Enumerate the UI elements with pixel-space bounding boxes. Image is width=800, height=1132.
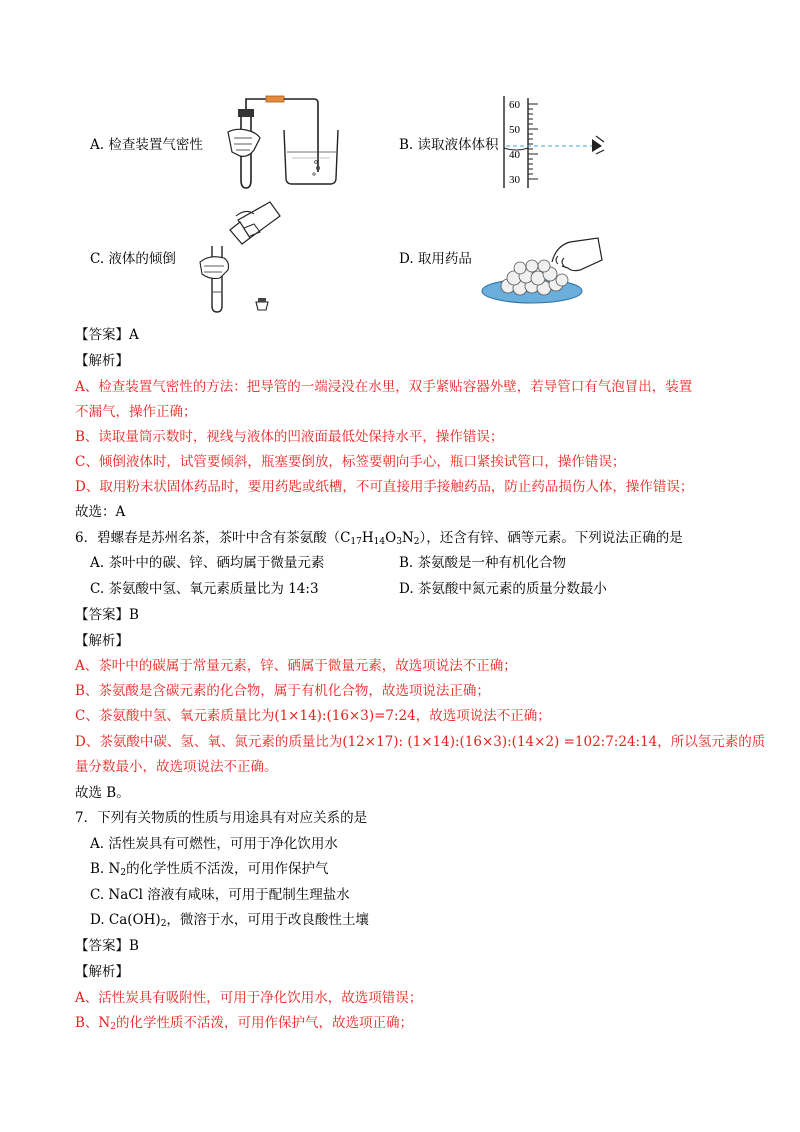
- q6-conclusion: 故选 B。: [75, 785, 130, 801]
- cylinder-tick-40: 40: [509, 149, 520, 161]
- q5-option-a-label: A. 检查装置气密性: [90, 137, 203, 153]
- q6-analysis-line: B、茶氨酸是含碳元素的化合物，属于有机化合物，故选项说法正确；: [75, 683, 490, 699]
- airtightness-check-figure: [222, 92, 340, 192]
- q6-option-b: B. 茶氨酸是一种有机化合物: [399, 555, 567, 571]
- q6-answer: 【答案】B: [75, 607, 139, 623]
- q6-analysis-line: A、茶叶中的碳属于常量元素，锌、硒属于微量元素，故选项说法不正确；: [75, 658, 517, 674]
- q5-option-c-label: C. 液体的倾倒: [90, 251, 176, 267]
- eye-icon: [592, 139, 602, 152]
- q6-analysis-line: C、茶氨酸中氢、氧元素质量比为(1×14):(16×3)=7:24，故选项说法不正确；: [75, 708, 551, 724]
- q7-answer: 【答案】B: [75, 938, 139, 954]
- q7-option-b: B. $N_2$的化学性质不活泼，可用作保护气: [90, 861, 329, 878]
- cylinder-reading-figure: [500, 96, 612, 190]
- q5-conclusion: 故选：A: [75, 504, 126, 520]
- q6-stem: 6．碧螺春是苏州名茶，茶叶中含有茶氨酸$(C_{17}H_{14}O_3N_2)$，还含有锌、硒等元素。下列说法正确的是: [75, 530, 683, 547]
- q7-option-c: C. NaCl 溶液有咸味，可用于配制生理盐水: [90, 887, 350, 903]
- q6-analysis-line: 量分数最小，故选项说法不正确。: [75, 759, 278, 775]
- cylinder-tick-30: 30: [509, 174, 520, 186]
- pouring-liquid-figure: [190, 198, 282, 318]
- q7-analysis-line: B、$N_2$的化学性质不活泼，可用作保护气，故选项正确；: [75, 1015, 413, 1032]
- q5-option-d-label: D. 取用药品: [399, 251, 472, 267]
- cylinder-tick-50: 50: [509, 124, 520, 136]
- q6-option-a: A. 茶叶中的碳、锌、硒均属于微量元素: [90, 555, 325, 571]
- q7-stem: 7．下列有关物质的性质与用途具有对应关系的是: [75, 810, 368, 826]
- q5-analysis-line: D、取用粉末状固体药品时，要用药匙或纸槽，不可直接用手接触药品，防止药品损伤人体，操作错误；: [75, 479, 694, 495]
- taking-reagent-figure: [478, 236, 604, 312]
- q7-analysis-line: A、活性炭具有吸附性，可用于净化饮用水，故选项错误；: [75, 990, 423, 1006]
- q5-option-b-label: B. 读取液体体积: [399, 137, 499, 153]
- q5-analysis-line: A、检查装置气密性的方法：把导管的一端浸没在水里，双手紧贴容器外壁，若导管口有气泡冒出，装置: [75, 379, 693, 395]
- q5-analysis-title: 【解析】: [75, 353, 129, 369]
- q6-analysis-line: D、茶氨酸中碳、氢、氧、氮元素的质量比为(12×17): (1×14):(16×3):(14×2) =102:7:24:14，所以氢元素的质: [75, 734, 766, 750]
- q6-option-d: D. 茶氨酸中氮元素的质量分数最小: [399, 581, 607, 597]
- q6-option-c: C. 茶氨酸中氢、氧元素质量比为 14:3: [90, 581, 319, 597]
- q5-analysis-line: C、倾倒液体时，试管要倾斜，瓶塞要倒放，标签要朝向手心，瓶口紧挨试管口，操作错误；: [75, 454, 626, 470]
- q5-analysis-line: 不漏气，操作正确；: [75, 404, 197, 420]
- q7-analysis-title: 【解析】: [75, 964, 129, 980]
- cylinder-tick-60: 60: [509, 99, 520, 111]
- q7-option-a: A. 活性炭具有可燃性，可用于净化饮用水: [90, 836, 338, 852]
- q6-analysis-title: 【解析】: [75, 633, 129, 649]
- q5-answer: 【答案】A: [75, 327, 139, 343]
- q5-analysis-line: B、读取量筒示数时，视线与液体的凹液面最低处保持水平，操作错误；: [75, 429, 504, 445]
- q7-option-d: D. $Ca(OH)_2$，微溶于水，可用于改良酸性土壤: [90, 912, 369, 929]
